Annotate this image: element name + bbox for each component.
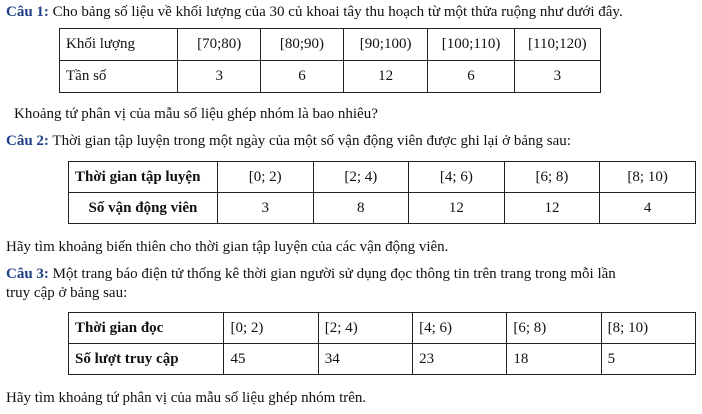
table-row bbox=[69, 313, 696, 344]
q3-prompt-line-1 bbox=[6, 265, 616, 283]
table-row bbox=[69, 193, 696, 224]
table-cell: Khối lượng bbox=[60, 29, 178, 61]
table-cell: 12 bbox=[409, 193, 505, 224]
q3-prompt: Một trang báo điện tử thống kê thời gian người sử dụng đọc thông tin trên trang trong mỗi lần bbox=[52, 266, 616, 282]
q1-prompt-line bbox=[6, 3, 623, 21]
table-cell: [80;90) bbox=[261, 29, 344, 61]
table-cell: Số vận động viên bbox=[69, 193, 218, 224]
table-cell: 12 bbox=[343, 61, 428, 93]
q2-table bbox=[68, 161, 696, 224]
q1-table bbox=[59, 28, 601, 93]
table-cell: 3 bbox=[217, 193, 313, 224]
table-cell: 6 bbox=[261, 61, 344, 93]
table-row bbox=[60, 29, 601, 61]
table-cell: 6 bbox=[428, 61, 514, 93]
q3-table bbox=[68, 312, 696, 375]
q3-label: Câu 3: bbox=[6, 266, 49, 282]
table-cell: Số lượt truy cập bbox=[69, 344, 224, 375]
table-cell: [90;100) bbox=[343, 29, 428, 61]
table-cell: 45 bbox=[224, 344, 318, 375]
table-cell: [8; 10) bbox=[600, 162, 696, 193]
table-cell: [110;120) bbox=[514, 29, 600, 61]
table-row bbox=[69, 344, 696, 375]
table-cell: 3 bbox=[514, 61, 600, 93]
table-row bbox=[60, 61, 601, 93]
table-cell: [0; 2) bbox=[217, 162, 313, 193]
table-cell: 23 bbox=[413, 344, 507, 375]
q1-prompt: Cho bảng số liệu về khối lượng của 30 củ khoai tây thu hoạch từ một thửa ruộng như dưới đây. bbox=[52, 4, 623, 20]
table-cell: 3 bbox=[178, 61, 261, 93]
table-cell: [4; 6) bbox=[413, 313, 507, 344]
q1-label: Câu 1: bbox=[6, 4, 49, 20]
table-cell: 4 bbox=[600, 193, 696, 224]
table-cell: [100;110) bbox=[428, 29, 514, 61]
table-cell: [6; 8) bbox=[504, 162, 600, 193]
table-cell: [4; 6) bbox=[409, 162, 505, 193]
table-cell: 5 bbox=[601, 344, 695, 375]
table-cell: [70;80) bbox=[178, 29, 261, 61]
table-cell: 12 bbox=[504, 193, 600, 224]
table-cell: [8; 10) bbox=[601, 313, 695, 344]
q3-question: Hãy tìm khoảng tứ phân vị của mẫu số liệu ghép nhóm trên. bbox=[6, 390, 367, 406]
q1-question: Khoảng tứ phân vị của mẫu số liệu ghép nhóm là bao nhiêu? bbox=[14, 106, 378, 122]
table-row bbox=[69, 162, 696, 193]
q2-label: Câu 2: bbox=[6, 133, 49, 149]
table-cell: [2; 4) bbox=[318, 313, 412, 344]
q2-prompt: Thời gian tập luyện trong một ngày của một số vận động viên được ghi lại ở bảng sau: bbox=[52, 133, 571, 149]
table-cell: Thời gian đọc bbox=[69, 313, 224, 344]
table-cell: [6; 8) bbox=[507, 313, 601, 344]
table-cell: [2; 4) bbox=[313, 162, 409, 193]
q3-prompt-line-2: truy cập ở bảng sau: bbox=[6, 285, 128, 301]
q2-prompt-line bbox=[6, 132, 571, 150]
table-cell: 8 bbox=[313, 193, 409, 224]
table-cell: Tần số bbox=[60, 61, 178, 93]
q2-question: Hãy tìm khoảng biến thiên cho thời gian tập luyện của các vận động viên. bbox=[6, 239, 449, 255]
table-cell: 18 bbox=[507, 344, 601, 375]
table-cell: Thời gian tập luyện bbox=[69, 162, 218, 193]
table-cell: 34 bbox=[318, 344, 412, 375]
table-cell: [0; 2) bbox=[224, 313, 318, 344]
